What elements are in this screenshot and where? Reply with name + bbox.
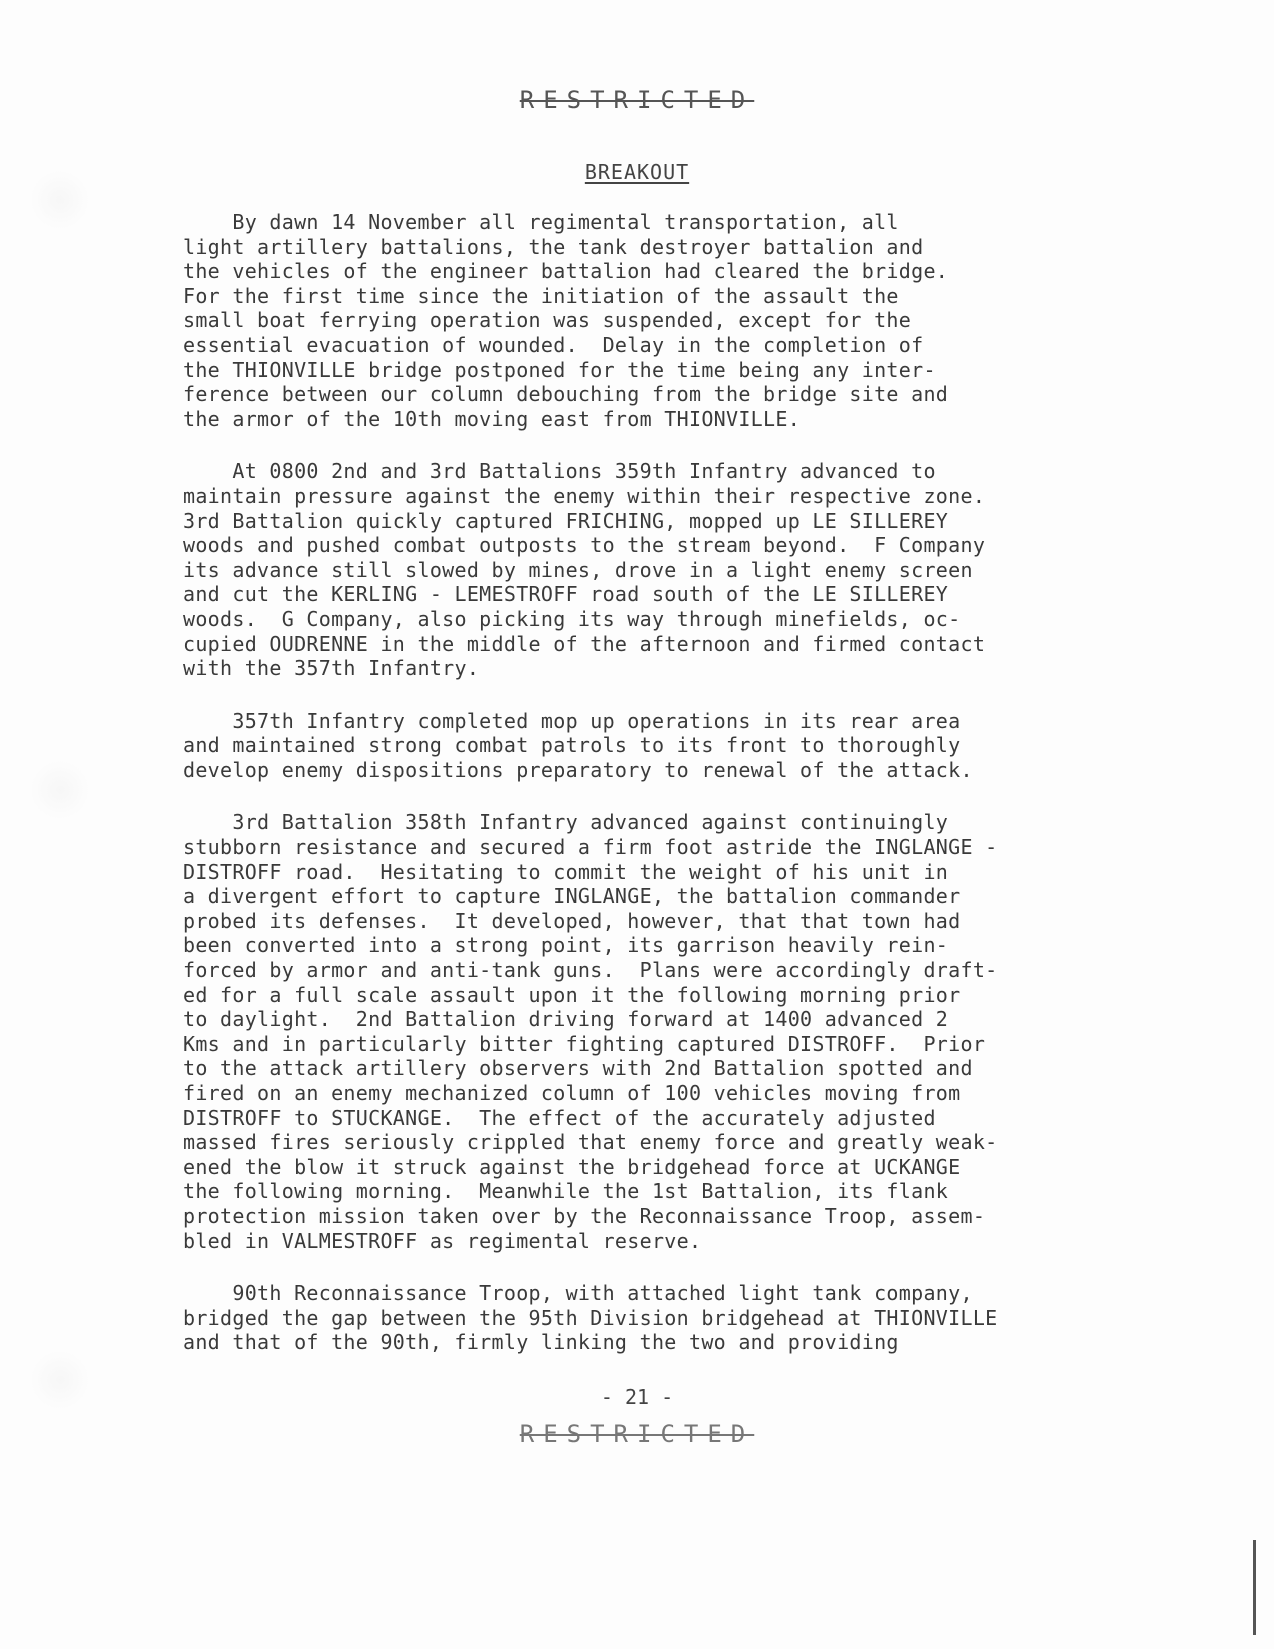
text-line: been converted into a strong point, its garrison heavily rein- [183,933,949,958]
classification-stamp-bottom [0,1420,1274,1448]
text-line: develop enemy dispositions preparatory to renewal of the attack. [183,757,973,782]
text-line: small boat ferrying operation was suspended, except for the [183,308,912,333]
text-line: massed fires seriously crippled that enemy force and greatly weak- [183,1130,998,1155]
punch-hole-mark [30,760,90,820]
text-line: and cut the KERLING - LEMESTROFF road south of the LE SILLEREY [183,582,949,607]
document-title-text: BREAKOUT [584,160,690,184]
page-number: - 21 - [600,1385,674,1409]
text-line: the armor of the 10th moving east from THIONVILLE. [183,406,801,431]
text-line: with the 357th Infantry. [183,656,480,681]
paragraph [183,810,1143,1253]
text-line: probed its defenses. It developed, however, that that town had [183,908,961,933]
text-line: 3rd Battalion 358th Infantry advanced against continuingly [183,810,949,835]
text-line: cupied OUDRENNE in the middle of the afternoon and firmed contact [183,631,986,656]
classification-stamp-bottom-text: RESTRICTED [519,1420,755,1448]
classification-stamp-top [0,86,1274,114]
paragraph [183,459,1143,680]
text-line: At 0800 2nd and 3rd Battalions 359th Infantry advanced to [183,459,936,484]
text-line: the THIONVILLE bridge postponed for the time being any inter- [183,357,936,382]
text-line: ened the blow it struck against the bridgehead force at UCKANGE [183,1154,961,1179]
text-line: and maintained strong combat patrols to its front to thoroughly [183,733,961,758]
text-line: the vehicles of the engineer battalion had cleared the bridge. [183,259,949,284]
text-line: bridged the gap between the 95th Division bridgehead at THIONVILLE [183,1305,998,1330]
text-line: DISTROFF to STUCKANGE. The effect of the accurately adjusted [183,1105,936,1130]
text-line: By dawn 14 November all regimental transportation, all [183,210,899,234]
text-line: woods and pushed combat outposts to the stream beyond. F Company [183,533,986,558]
text-line: and that of the 90th, firmly linking the two and providing [183,1330,899,1355]
text-line: to daylight. 2nd Battalion driving forward at 1400 advanced 2 [183,1007,949,1032]
text-line: essential evacuation of wounded. Delay in the completion of [183,332,924,357]
text-line: woods. G Company, also picking its way through minefields, oc- [183,606,961,631]
text-line: the following morning. Meanwhile the 1st Battalion, its flank [183,1179,949,1204]
text-line: to the attack artillery observers with 2nd Battalion spotted and [183,1056,973,1081]
text-line: light artillery battalions, the tank destroyer battalion and [183,234,924,259]
text-line: protection mission taken over by the Reconnaissance Troop, assem- [183,1203,986,1228]
text-line: fired on an enemy mechanized column of 100 vehicles moving from [183,1081,961,1105]
text-line: Kms and in particularly bitter fighting captured DISTROFF. Prior [183,1031,986,1056]
document-title [0,160,1274,184]
text-line: a divergent effort to capture INGLANGE, the battalion commander [183,884,961,909]
text-line: stubborn resistance and secured a firm foot astride the INGLANGE - [183,835,998,860]
text-line: bled in VALMESTROFF as regimental reserve. [183,1228,702,1253]
text-line: 357th Infantry completed mop up operations in its rear area [183,708,961,733]
text-line: ed for a full scale assault upon it the following morning prior [183,982,961,1007]
paragraph [183,709,1143,783]
text-line: DISTROFF road. Hesitating to commit the weight of his unit in [183,859,949,884]
text-line: 3rd Battalion quickly captured FRICHING, mopped up LE SILLEREY [183,508,949,533]
text-line: maintain pressure against the enemy within their respective zone. [183,483,986,508]
text-line: forced by armor and anti-tank guns. Plans were accordingly draft- [183,958,998,983]
page-edge-mark [1253,1540,1256,1635]
body-text [183,210,1143,1383]
paragraph [183,210,1143,431]
paragraph [183,1281,1143,1355]
text-line: For the first time since the initiation of the assault the [183,283,899,308]
text-line: its advance still slowed by mines, drove in a light enemy screen [183,557,973,582]
text-line: ference between our column debouching from the bridge site and [183,382,949,407]
classification-stamp-top-text: RESTRICTED [519,86,755,114]
text-line: 90th Reconnaissance Troop, with attached light tank company, [183,1281,973,1306]
